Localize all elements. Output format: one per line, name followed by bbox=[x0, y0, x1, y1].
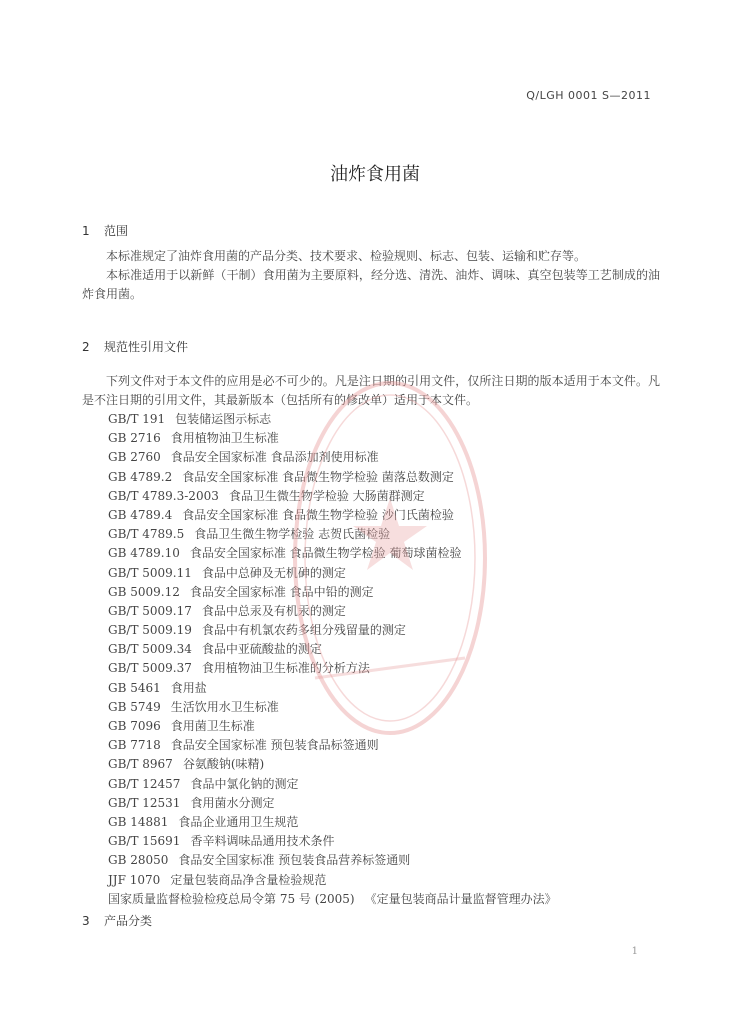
reference-title: 食品安全国家标准 食品微生物学检验 菌落总数测定 bbox=[182, 469, 454, 484]
scope-paragraph-1: 本标准规定了油炸食用菌的产品分类、技术要求、检验规则、标志、包装、运输和贮存等。 bbox=[106, 249, 587, 263]
reference-item bbox=[108, 717, 557, 736]
reference-code: GB 5749 bbox=[108, 699, 161, 714]
reference-code: GB/T 191 bbox=[108, 412, 166, 426]
reference-item bbox=[108, 813, 557, 832]
reference-item bbox=[108, 621, 557, 640]
scope-paragraph-2: 本标准适用于以新鲜（干制）食用菌为主要原料，经分选、清洗、油炸、调味、真空包装等工艺制成的油炸食用菌。 bbox=[82, 268, 660, 301]
reference-title: 食品安全国家标准 预包装食品营养标签通则 bbox=[178, 853, 411, 868]
reference-title: 食品中有机氯农药多组分残留量的测定 bbox=[201, 623, 406, 638]
reference-item bbox=[108, 890, 557, 909]
reference-title: 食品中总汞及有机汞的测定 bbox=[201, 603, 346, 618]
reference-title: 食用植物油卫生标准 bbox=[170, 431, 279, 446]
reference-title: 食品安全国家标准 食品添加剂使用标准 bbox=[170, 450, 379, 465]
references-intro-paragraph: 下列文件对于本文件的应用是必不可少的。凡是注日期的引用文件，仅所注日期的版本适用于本文件。凡是不注日期的引用文件，其最新版本（包括所有的修改单）适用于本文件。 bbox=[82, 374, 660, 407]
section-title: 产品分类 bbox=[104, 914, 153, 928]
reference-title: 食用菌水分测定 bbox=[190, 795, 275, 810]
section-title: 规范性引用文件 bbox=[104, 340, 189, 354]
reference-item bbox=[108, 544, 557, 563]
reference-item bbox=[108, 564, 557, 583]
reference-code: GB 5461 bbox=[108, 680, 161, 695]
reference-item bbox=[108, 698, 557, 717]
standard-code: Q/LGH 0001 S—2011 bbox=[526, 89, 651, 102]
reference-item bbox=[108, 794, 557, 813]
reference-item bbox=[108, 775, 557, 794]
reference-title: 谷氨酸钠(味精) bbox=[182, 757, 265, 772]
reference-code: GB/T 5009.11 bbox=[108, 565, 192, 580]
reference-item bbox=[108, 736, 557, 755]
reference-item bbox=[108, 525, 557, 544]
reference-title: 食品企业通用卫生规范 bbox=[178, 814, 299, 829]
reference-item bbox=[108, 755, 557, 774]
section-number: 2 bbox=[82, 340, 90, 354]
reference-code: GB/T 5009.34 bbox=[108, 642, 192, 657]
reference-code: GB 4789.2 bbox=[108, 469, 173, 484]
reference-code: GB/T 12457 bbox=[108, 776, 181, 791]
reference-item bbox=[108, 659, 557, 678]
reference-item bbox=[108, 851, 557, 870]
section-heading-product-classification bbox=[82, 912, 152, 929]
reference-code: GB 28050 bbox=[108, 853, 169, 868]
reference-code: GB/T 4789.3-2003 bbox=[108, 488, 219, 503]
reference-item bbox=[108, 410, 557, 429]
reference-title: 《定量包装商品计量监督管理办法》 bbox=[364, 891, 557, 906]
reference-title: 食品安全国家标准 食品微生物学检验 葡萄球菌检验 bbox=[189, 546, 462, 561]
reference-item bbox=[108, 640, 557, 659]
reference-title: 食用盐 bbox=[170, 680, 207, 695]
section-number: 3 bbox=[82, 914, 90, 928]
reference-title: 定量包装商品净含量检验规范 bbox=[170, 872, 327, 887]
reference-title: 食品安全国家标准 食品中铅的测定 bbox=[189, 584, 374, 599]
reference-item bbox=[108, 871, 557, 890]
section-number: 1 bbox=[82, 224, 90, 238]
reference-title: 食用菌卫生标准 bbox=[170, 719, 255, 733]
section-title: 范围 bbox=[104, 224, 129, 238]
reference-code: GB/T 15691 bbox=[108, 834, 181, 849]
reference-code: GB 2760 bbox=[108, 450, 161, 465]
reference-title: 食品卫生微生物学检验 志贺氏菌检验 bbox=[194, 527, 391, 542]
reference-code: GB/T 12531 bbox=[108, 795, 181, 810]
reference-title: 食品卫生微生物学检验 大肠菌群测定 bbox=[228, 488, 425, 503]
reference-item bbox=[108, 602, 557, 621]
reference-code: GB/T 5009.19 bbox=[108, 623, 192, 638]
reference-code: GB/T 4789.5 bbox=[108, 527, 185, 542]
reference-title: 香辛料调味品通用技术条件 bbox=[190, 834, 335, 849]
reference-code: GB 4789.4 bbox=[108, 507, 173, 522]
reference-title: 食品中总砷及无机砷的测定 bbox=[201, 565, 346, 580]
section-heading-normative-references bbox=[82, 338, 188, 355]
reference-code: GB/T 5009.17 bbox=[108, 603, 192, 618]
reference-item bbox=[108, 487, 557, 506]
reference-code: GB 4789.10 bbox=[108, 546, 180, 561]
section-heading-scope bbox=[82, 222, 128, 239]
reference-code: GB 5009.12 bbox=[108, 584, 180, 599]
reference-code: JJF 1070 bbox=[108, 872, 161, 887]
reference-title: 包装储运图示标志 bbox=[175, 412, 272, 426]
reference-item bbox=[108, 468, 557, 487]
reference-code: GB/T 8967 bbox=[108, 757, 173, 772]
reference-code: 国家质量监督检验检疫总局令第 75 号 (2005) bbox=[108, 891, 355, 906]
reference-title: 食用植物油卫生标准的分析方法 bbox=[201, 661, 370, 676]
reference-item bbox=[108, 583, 557, 602]
reference-list bbox=[108, 410, 557, 909]
reference-code: GB 7718 bbox=[108, 738, 161, 753]
reference-title: 食品安全国家标准 食品微生物学检验 沙门氏菌检验 bbox=[182, 507, 454, 522]
reference-code: GB 14881 bbox=[108, 814, 169, 829]
reference-title: 食品安全国家标准 预包装食品标签通则 bbox=[170, 738, 379, 753]
reference-item bbox=[108, 832, 557, 851]
reference-title: 生活饮用水卫生标准 bbox=[170, 699, 279, 714]
reference-title: 食品中亚硫酸盐的测定 bbox=[201, 642, 322, 657]
reference-code: GB 2716 bbox=[108, 431, 161, 446]
reference-code: GB/T 5009.37 bbox=[108, 661, 192, 676]
reference-title: 食品中氯化钠的测定 bbox=[190, 776, 299, 791]
reference-item bbox=[108, 679, 557, 698]
reference-item bbox=[108, 448, 557, 467]
document-title: 油炸食用菌 bbox=[330, 164, 420, 185]
reference-item bbox=[108, 506, 557, 525]
reference-code: GB 7096 bbox=[108, 719, 161, 733]
page-number: 1 bbox=[631, 946, 638, 957]
reference-item bbox=[108, 429, 557, 448]
